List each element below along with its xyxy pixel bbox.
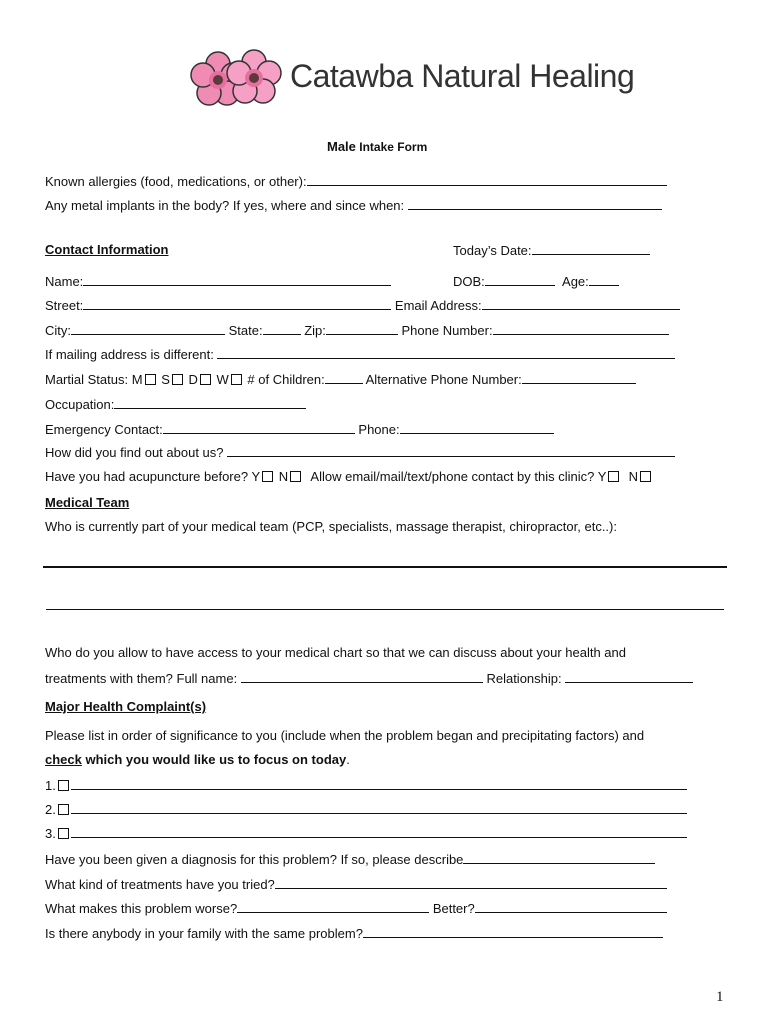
- complaint-focus-text: which you would like us to focus on today: [81, 752, 347, 767]
- contact-heading: Contact Information: [45, 242, 169, 257]
- form-title-gender: Male: [327, 139, 356, 154]
- worse-label: What makes this problem worse?: [45, 901, 238, 916]
- dob-row: [453, 273, 619, 289]
- family-label: Is there anybody in your family with the same problem?: [45, 926, 363, 941]
- complaint-number-1: 1.: [45, 778, 56, 793]
- treatments-field[interactable]: [275, 876, 667, 889]
- implants-field[interactable]: [408, 197, 662, 210]
- better-label: Better?: [432, 901, 475, 916]
- today-date-label: Today’s Date:: [453, 243, 532, 258]
- marital-s-checkbox[interactable]: [172, 374, 183, 385]
- name-row: [45, 273, 391, 289]
- zip-field[interactable]: [326, 322, 398, 335]
- medical-heading: Medical Team: [45, 495, 130, 510]
- marital-row: [45, 371, 636, 387]
- complaint-3-field[interactable]: [71, 825, 687, 838]
- allergies-field[interactable]: [307, 173, 667, 186]
- marital-label: Martial Status:: [45, 372, 129, 387]
- street-field[interactable]: [83, 297, 391, 310]
- acupuncture-yes-label: Y: [251, 469, 261, 484]
- email-field[interactable]: [482, 297, 680, 310]
- diagnosis-label: Have you been given a diagnosis for this problem? If so, please describe: [45, 852, 464, 867]
- age-label: Age:: [562, 274, 589, 289]
- mailing-label: If mailing address is different:: [45, 347, 214, 362]
- today-date-field[interactable]: [532, 242, 650, 255]
- complaint-period: .: [346, 752, 350, 767]
- contact-yes-label: Y: [597, 469, 607, 484]
- medical-team-question: Who is currently part of your medical team (PCP, specialists, massage therapist, chiropractor, etc..):: [45, 519, 617, 534]
- phone-label: Phone Number:: [401, 323, 493, 338]
- children-field[interactable]: [325, 371, 363, 384]
- find-row: [45, 444, 675, 460]
- emergency-label: Emergency Contact:: [45, 422, 163, 437]
- complaint-item-3: [45, 825, 687, 841]
- marital-m-checkbox[interactable]: [145, 374, 156, 385]
- complaint-2-field[interactable]: [71, 801, 687, 814]
- contact-yes-checkbox[interactable]: [608, 471, 619, 482]
- allow-contact-label: Allow email/mail/text/phone contact by this clinic?: [310, 469, 595, 484]
- marital-s-label: S: [161, 372, 170, 387]
- find-label: How did you find out about us?: [45, 445, 224, 460]
- complaint-1-field[interactable]: [71, 777, 687, 790]
- logo-title: Catawba Natural Healing: [290, 58, 635, 94]
- street-label: Street:: [45, 298, 84, 313]
- children-label: # of Children:: [247, 372, 325, 387]
- email-label: Email Address:: [394, 298, 482, 313]
- complaint-check-word: check: [45, 752, 82, 767]
- relationship-label: Relationship:: [486, 671, 562, 686]
- find-field[interactable]: [227, 444, 675, 457]
- city-label: City:: [45, 323, 71, 338]
- name-field[interactable]: [83, 273, 391, 286]
- allergies-label: Known allergies (food, medications, or other):: [45, 174, 307, 189]
- state-field[interactable]: [263, 322, 301, 335]
- emergency-phone-field[interactable]: [400, 421, 554, 434]
- emergency-phone-label: Phone:: [358, 422, 400, 437]
- chart-access-row: [45, 670, 693, 686]
- complaint-1-checkbox[interactable]: [58, 780, 69, 791]
- medical-team-line-1[interactable]: [43, 566, 727, 568]
- acupuncture-yes-checkbox[interactable]: [262, 471, 273, 482]
- alt-phone-field[interactable]: [522, 371, 636, 384]
- complaint-item-1: [45, 777, 687, 793]
- allergies-row: [45, 173, 667, 189]
- city-field[interactable]: [71, 322, 225, 335]
- complaint-2-checkbox[interactable]: [58, 804, 69, 815]
- acupuncture-row: [45, 469, 653, 484]
- dob-label: DOB:: [453, 274, 485, 289]
- acupuncture-no-checkbox[interactable]: [290, 471, 301, 482]
- treatments-row: [45, 876, 667, 892]
- complaint-heading: Major Health Complaint(s): [45, 699, 207, 714]
- contact-no-checkbox[interactable]: [640, 471, 651, 482]
- occupation-field[interactable]: [114, 396, 306, 409]
- diagnosis-row: [45, 851, 655, 867]
- implants-label: Any metal implants in the body? If yes, where and since when:: [45, 198, 405, 213]
- worse-field[interactable]: [237, 900, 429, 913]
- age-field[interactable]: [589, 273, 619, 286]
- page-number: 1: [716, 989, 724, 1005]
- city-row: [45, 322, 669, 338]
- complaint-item-2: [45, 801, 687, 817]
- dob-field[interactable]: [485, 273, 555, 286]
- complaint-3-checkbox[interactable]: [58, 828, 69, 839]
- street-row: [45, 297, 680, 313]
- acupuncture-no-label: N: [278, 469, 289, 484]
- marital-w-label: W: [216, 372, 229, 387]
- form-title: [327, 139, 427, 154]
- mailing-field[interactable]: [217, 346, 675, 359]
- diagnosis-field[interactable]: [463, 851, 655, 864]
- zip-label: Zip:: [304, 323, 326, 338]
- worse-row: [45, 900, 667, 916]
- emergency-field[interactable]: [163, 421, 355, 434]
- complaint-number-2: 2.: [45, 802, 56, 817]
- contact-no-label: N: [628, 469, 639, 484]
- family-field[interactable]: [363, 925, 663, 938]
- form-title-rest: Intake Form: [355, 140, 428, 154]
- flower-logo-icon: [186, 44, 286, 114]
- marital-m-label: M: [131, 372, 143, 387]
- chart-access-name-field[interactable]: [241, 670, 483, 683]
- occupation-row: [45, 396, 306, 412]
- mailing-row: [45, 346, 675, 362]
- complaint-instructions-2: [45, 752, 350, 767]
- state-label: State:: [228, 323, 263, 338]
- phone-field[interactable]: [493, 322, 669, 335]
- treatments-label: What kind of treatments have you tried?: [45, 877, 275, 892]
- name-label: Name:: [45, 274, 84, 289]
- alt-phone-label: Alternative Phone Number:: [365, 372, 522, 387]
- implants-row: [45, 197, 662, 213]
- emergency-row: [45, 421, 554, 437]
- marital-d-label: D: [188, 372, 198, 387]
- acupuncture-label: Have you had acupuncture before?: [45, 469, 249, 484]
- chart-access-line1: Who do you allow to have access to your medical chart so that we can discuss about your health and: [45, 645, 626, 660]
- medical-team-line-2[interactable]: [46, 609, 724, 610]
- chart-access-label: treatments with them? Full name:: [45, 671, 238, 686]
- relationship-field[interactable]: [565, 670, 693, 683]
- marital-d-checkbox[interactable]: [200, 374, 211, 385]
- family-row: [45, 925, 663, 941]
- today-date-row: [453, 242, 650, 258]
- marital-w-checkbox[interactable]: [231, 374, 242, 385]
- occupation-label: Occupation:: [45, 397, 115, 412]
- complaint-number-3: 3.: [45, 826, 56, 841]
- better-field[interactable]: [475, 900, 667, 913]
- complaint-instructions-1: Please list in order of significance to you (include when the problem began and precipitating factors) and: [45, 728, 645, 743]
